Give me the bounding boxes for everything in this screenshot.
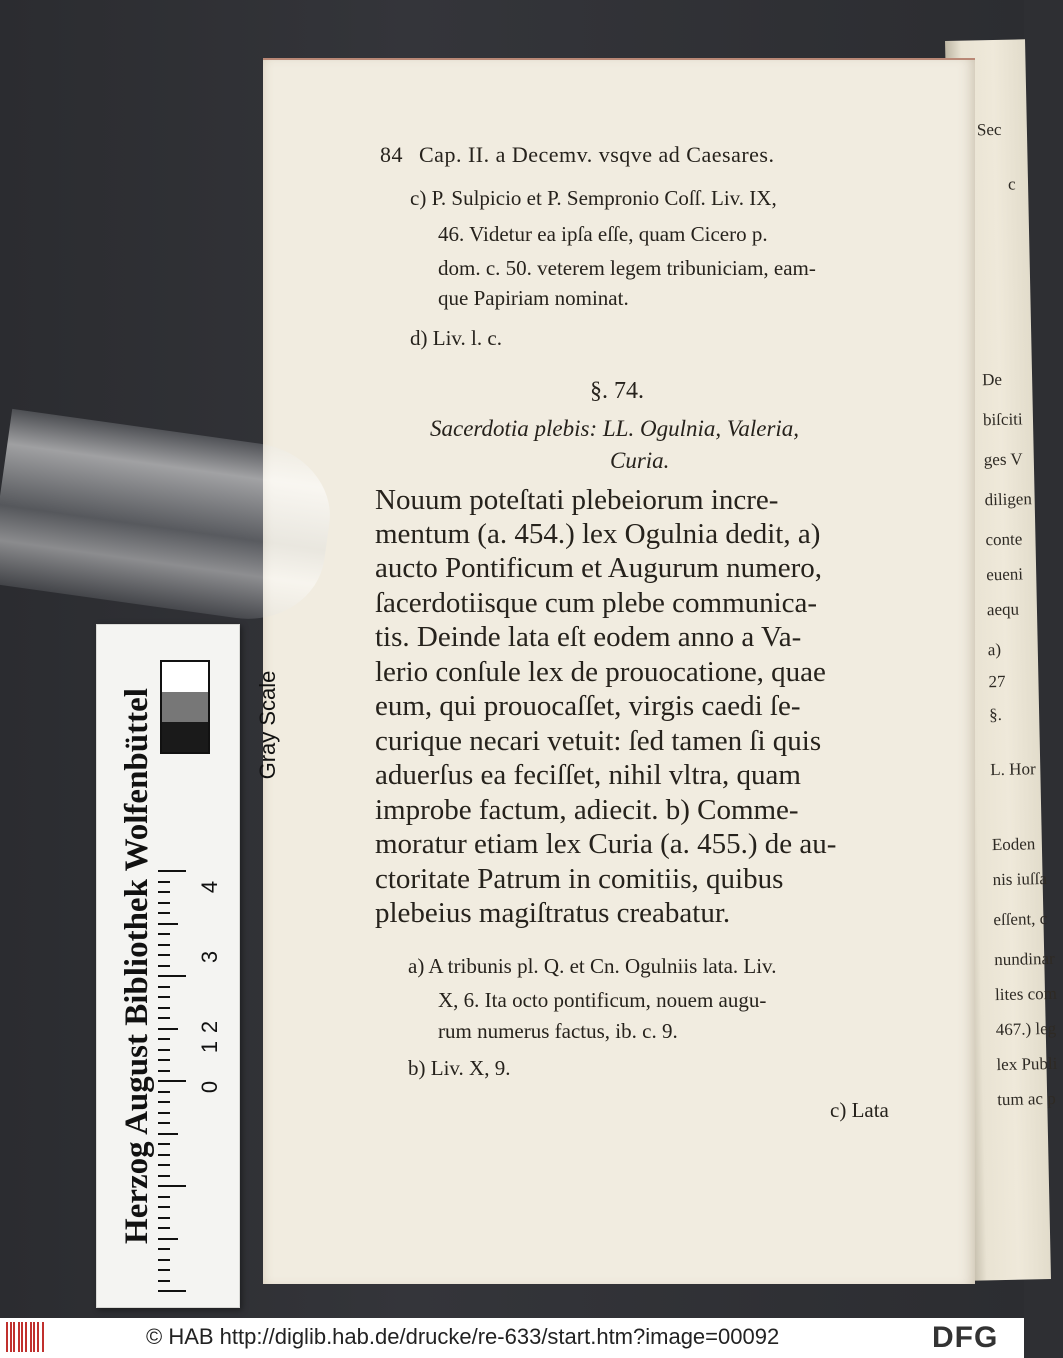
barcode-bar <box>13 1322 15 1352</box>
gray-scale-label: Gray Scale <box>255 670 280 780</box>
body-line: ctoritate Patrum in comitiis, quibus <box>375 863 784 895</box>
facing-page-fragment: aequ <box>986 599 1020 620</box>
barcode-bar <box>21 1322 23 1352</box>
ruler-tick <box>158 870 186 872</box>
barcode-bar <box>37 1322 39 1352</box>
ruler-tick <box>158 1227 170 1229</box>
copyright-url[interactable]: © HAB http://diglib.hab.de/drucke/re-633/start.htm?image=00092 <box>146 1324 780 1349</box>
ruler-tick <box>158 1175 170 1177</box>
barcode-icon <box>6 1322 46 1352</box>
body-line: Nouum poteſtati plebeiorum incre- <box>375 484 779 516</box>
ruler-tick <box>158 965 170 967</box>
facing-page-fragment: conte <box>985 529 1023 550</box>
footnote-line: d) Liv. l. c. <box>410 326 502 350</box>
facing-page-fragment: 27 <box>988 671 1006 692</box>
ruler-tick <box>158 1133 178 1135</box>
footnote-line: rum numerus factus, ib. c. 9. <box>438 1019 678 1043</box>
body-line: improbe factum, adiecit. b) Comme- <box>375 794 799 826</box>
ruler-tick <box>158 1269 170 1271</box>
barcode-bar <box>10 1322 12 1352</box>
ruler-tick <box>158 1185 186 1187</box>
ruler-tick <box>158 912 170 914</box>
running-head-title: Cap. II. a Decemv. vsqve ad Caesares. <box>419 142 775 167</box>
ruler-tick <box>158 902 170 904</box>
section-title-line: Curia. <box>610 448 670 473</box>
body-line: curique necari vetuit: ſed tamen ſi quis <box>375 725 822 757</box>
facing-page-fragment: L. Hor <box>990 759 1036 780</box>
footnote-line: X, 6. Ita octo pontificum, nouem augu- <box>438 988 767 1012</box>
ruler-tick <box>158 1217 170 1219</box>
ruler-tick <box>158 986 170 988</box>
body-line: aucto Pontificum et Augurum numero, <box>375 552 823 584</box>
section-number: §. 74. <box>590 378 644 404</box>
body-line: moratur etiam lex Curia (a. 455.) de au- <box>375 828 837 860</box>
barcode-bar <box>18 1322 20 1352</box>
ruler-tick <box>158 1070 170 1072</box>
body-line: ſacerdotiisque cum plebe communica- <box>375 587 818 619</box>
body-line: eum, qui prouocaſſet, virgis caedi ſe- <box>375 690 801 722</box>
body-line: lerio conſule lex de prouocatione, quae <box>375 656 826 688</box>
footnote-line: c) P. Sulpicio et P. Sempronio Coſſ. Liv. IX, <box>410 186 777 210</box>
facing-page-fragment: Sec <box>976 119 1002 140</box>
ruler-tick <box>158 944 170 946</box>
facing-page-fragment: nundinar <box>994 948 1055 970</box>
ruler-tick <box>158 1038 170 1040</box>
ruler-tick <box>158 881 170 883</box>
ruler-tick <box>158 1238 178 1240</box>
footnote-line: a) A tribunis pl. Q. et Cn. Ogulniis lata. Liv. <box>408 954 777 978</box>
facing-page-fragment: eſſent, c <box>993 909 1048 930</box>
ruler-tick <box>158 923 178 925</box>
barcode-bar <box>6 1322 8 1352</box>
facing-page-fragment: biſciti <box>982 409 1023 430</box>
facing-page-fragment: Eoden <box>991 834 1036 855</box>
ruler-tick <box>158 954 170 956</box>
barcode-bar <box>25 1322 27 1352</box>
running-head <box>380 142 775 168</box>
ruler-tick <box>158 1143 170 1145</box>
ruler-tick <box>158 1028 178 1030</box>
ruler-tick <box>158 1122 170 1124</box>
ruler-tick <box>158 996 170 998</box>
facing-page-fragment: eueni <box>986 564 1024 585</box>
ruler-tick <box>158 1091 170 1093</box>
ruler-number: 2 <box>197 1020 223 1034</box>
facing-page-fragment: §. <box>988 704 1003 725</box>
ruler-tick <box>158 975 186 977</box>
facing-page-fragment: c <box>1007 174 1016 194</box>
facing-page-fragment: De <box>981 369 1003 390</box>
footnote-line: dom. c. 50. veterem legem tribuniciam, eam- <box>438 256 816 280</box>
gray-swatch-dark <box>162 722 208 752</box>
ruler-tick <box>158 1280 170 1282</box>
ruler-tick <box>158 1154 170 1156</box>
facing-page-fragment: diligen <box>984 489 1033 510</box>
facing-page-fragment: lites com <box>994 983 1058 1005</box>
dfg-logo: DFG <box>932 1321 999 1354</box>
ruler-tick <box>158 1049 170 1051</box>
ruler-number: 4 <box>197 880 223 894</box>
gray-scale-swatch <box>160 660 210 754</box>
ruler-number: 3 <box>197 950 223 964</box>
body-line: plebeius magiſtratus creabatur. <box>375 897 731 929</box>
ruler-number: 0 <box>197 1080 223 1094</box>
body-line: aduerſus ea feciſſet, nihil vltra, quam <box>375 759 801 791</box>
section-title-line: Sacerdotia plebis: LL. Ogulnia, Valeria, <box>430 416 800 441</box>
barcode-bar <box>42 1322 44 1352</box>
ruler-tick <box>158 1112 170 1114</box>
ruler-tick <box>158 891 170 893</box>
gray-swatch-mid <box>162 692 208 722</box>
ruler-tick <box>158 1206 170 1208</box>
barcode-bar <box>33 1322 35 1352</box>
ruler-tick <box>158 1017 170 1019</box>
page-number: 84 <box>380 142 403 167</box>
facing-page-fragment: tum ac p <box>997 1088 1056 1110</box>
body-line: mentum (a. 454.) lex Ogulnia dedit, a) <box>375 518 821 550</box>
ruler-tick <box>158 1080 186 1082</box>
barcode-bar <box>30 1322 32 1352</box>
ruler-tick <box>158 1164 170 1166</box>
ruler-tick <box>158 1007 170 1009</box>
body-line: tis. Deinde lata eſt eodem anno a Va- <box>375 621 802 653</box>
ruler-number: 1 <box>197 1040 223 1054</box>
ruler-tick <box>158 933 170 935</box>
ruler-tick <box>158 1290 186 1292</box>
catchword: c) Lata <box>830 1098 889 1122</box>
facing-page-fragment: lex Publi <box>996 1053 1058 1075</box>
footnote-line: b) Liv. X, 9. <box>408 1056 511 1080</box>
ruler-tick <box>158 1101 170 1103</box>
facing-page-fragment: 467.) leg <box>995 1018 1057 1040</box>
facing-page-fragment: nis iuſſa <box>992 869 1048 890</box>
footnote-line: que Papiriam nominat. <box>438 286 629 310</box>
facing-page-fragment: a) <box>987 639 1002 660</box>
ruler-tick <box>158 1196 170 1198</box>
facing-page-fragment: ges V <box>983 449 1023 470</box>
ruler-tick <box>158 1059 170 1061</box>
footnote-line: 46. Videtur ea ipſa eſſe, quam Cicero p. <box>438 222 768 246</box>
ruler-tick <box>158 1259 170 1261</box>
ruler-tick <box>158 1248 170 1250</box>
ruler-title: Herzog August Bibliothek Wolfenbüttel <box>119 688 155 1244</box>
